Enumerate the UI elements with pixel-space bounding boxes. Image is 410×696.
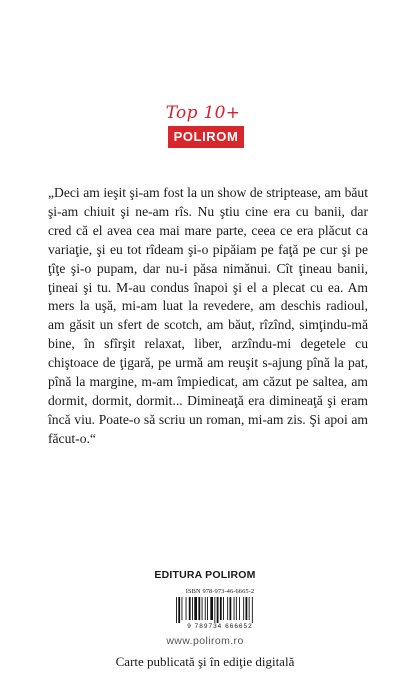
isbn-block [174,588,266,630]
barcode-icon [174,597,266,623]
barcode-digits: 9 789734 666652 [187,623,253,630]
series-title: Top 10+ [165,103,241,123]
back-cover-blurb: „Deci am ieşit şi-am fost la un show de striptease, am băut şi-am chiuit şi ne-am rîs. Nu ştiu cine era cu banii, dar cred că el avea cea mai mare parte, ceea ce era plăcut ca variaţie, şi eu tot rîdeam şi-o pipăiam pe faţă pe cur şi pe ţîţe şi-o pupam, dar nu-i păsa nimănui. Cît ţineau banii, ţineai şi tu. M-au condus înapoi şi el a plecat cu ea. Am mers la uşă, mi-am luat la revedere, am deschis radioul, am găsit un sfert de scotch, am băut, rîzînd, simţindu-mă bine, în sfîrşit relaxat, liber, arzîndu-mi degetele cu chiştoace de ţigară, pe urmă am reuşit s-ajung pînă la pat, pînă la margine, m-am împiedicat, am căzut pe saltea, am dormit, dormit, dormit... Dimineaţă era dimineaţă şi eram încă viu. Poate-o să scriu un roman, mi-am zis. Şi apoi am făcut-o.“ [48,185,368,446]
publisher-badge: POLIROM [168,126,244,148]
digital-edition-note: Carte publicată şi în ediţie digitală [115,654,295,669]
footer-publisher-name: EDITURA POLIROM [154,569,256,581]
series-logo [165,103,244,148]
publisher-website: www.polirom.ro [166,635,244,647]
isbn-number: ISBN 978-973-46-6665-2 [185,588,255,595]
footer-publisher-block [0,568,410,582]
